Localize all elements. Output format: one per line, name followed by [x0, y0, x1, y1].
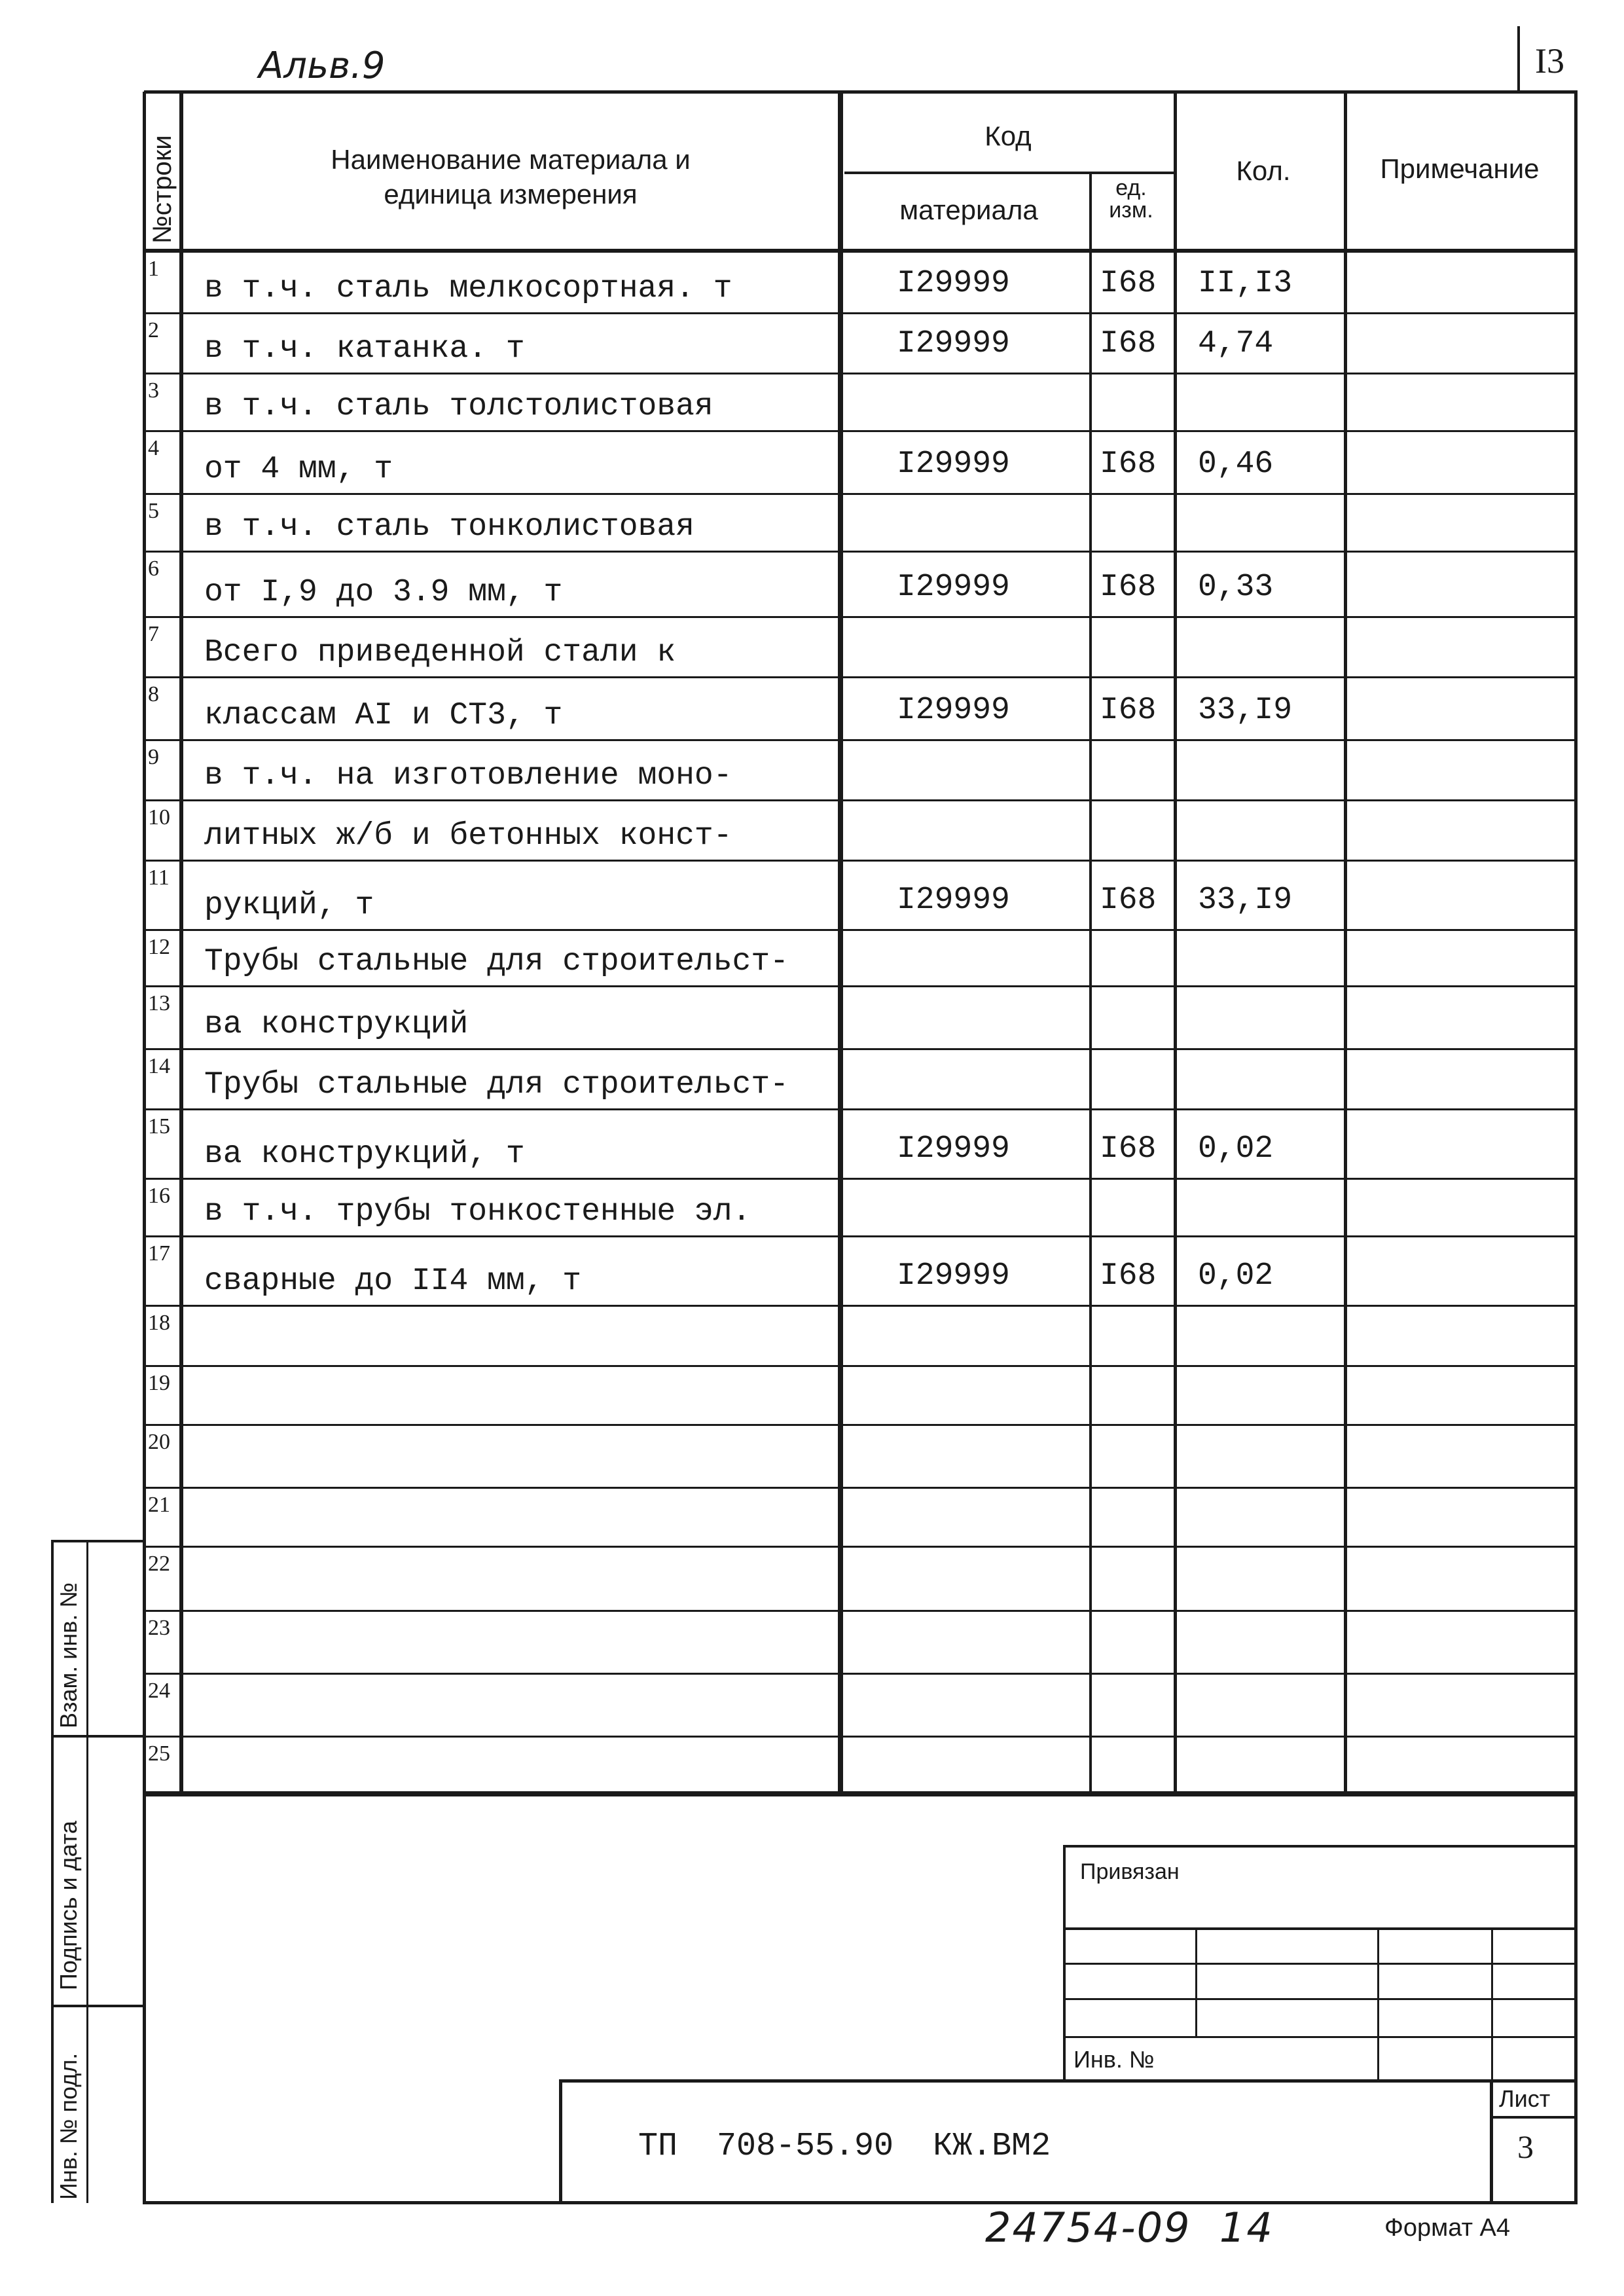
row-name: от I,9 до 3.9 мм, т — [204, 575, 563, 610]
side-split1 — [51, 1540, 146, 1542]
row-divider — [144, 1305, 1578, 1307]
row-number: 15 — [148, 1114, 170, 1139]
title-block-top — [560, 2079, 1578, 2083]
row-qty: 0,46 — [1198, 446, 1274, 482]
col-name-header: Наименование материала и единица измерения — [331, 144, 691, 210]
row-unit: I68 — [1100, 446, 1157, 482]
row-number: 24 — [148, 1679, 170, 1703]
frame-left — [143, 92, 146, 2204]
row-number: 18 — [148, 1311, 170, 1335]
row-divider — [144, 1673, 1578, 1675]
row-qty: 4,74 — [1198, 326, 1274, 361]
row-name: ва конструкций — [204, 1007, 469, 1042]
row-number: 11 — [148, 866, 170, 890]
vline-unit-qty — [1174, 92, 1177, 1794]
row-divider — [144, 1795, 1578, 1796]
side-podpis: Подпись и дата — [55, 1821, 82, 1990]
row-unit: I68 — [1100, 883, 1157, 918]
row-code: I29999 — [897, 570, 1010, 605]
row-number: 8 — [148, 682, 159, 706]
row-number: 6 — [148, 556, 159, 581]
row-code: I29999 — [897, 446, 1010, 482]
row-number: 5 — [148, 499, 159, 523]
row-divider — [144, 1610, 1578, 1612]
side-inner — [86, 1542, 88, 2203]
top-page-number: I3 — [1535, 41, 1564, 81]
row-number: 2 — [148, 318, 159, 342]
row-name: от 4 мм, т — [204, 452, 393, 487]
row-name: в т.ч. трубы тонкостенные эл. — [204, 1194, 751, 1230]
row-number: 21 — [148, 1493, 170, 1517]
row-number: 17 — [148, 1241, 170, 1266]
row-number: 14 — [148, 1054, 170, 1078]
stamp-line1 — [1063, 1927, 1578, 1930]
row-number: 4 — [148, 436, 159, 460]
stamp-privyazan: Привязан — [1080, 1859, 1180, 1884]
col-qty-header: Кол. — [1236, 155, 1291, 186]
row-divider — [144, 1546, 1578, 1548]
row-divider — [144, 1178, 1578, 1180]
col-code-header: Код — [984, 120, 1032, 151]
row-unit: I68 — [1100, 570, 1157, 605]
row-divider — [144, 1487, 1578, 1489]
row-name: Всего приведенной стали к — [204, 635, 676, 670]
footer-number: 24754-09 14 — [985, 2204, 1274, 2251]
row-divider — [144, 1424, 1578, 1426]
frame-top — [144, 90, 1578, 94]
row-divider — [144, 1736, 1578, 1738]
row-name: ва конструкций, т — [204, 1137, 525, 1172]
stamp-v1 — [1195, 1929, 1197, 2037]
row-name: рукций, т — [204, 888, 374, 923]
row-number: 25 — [148, 1741, 170, 1766]
top-page-divider — [1517, 26, 1520, 92]
row-qty: 0,02 — [1198, 1131, 1274, 1167]
row-divider — [144, 1108, 1578, 1110]
row-code: I29999 — [897, 266, 1010, 301]
row-unit: I68 — [1100, 266, 1157, 301]
row-divider — [144, 493, 1578, 495]
row-qty: II,I3 — [1198, 266, 1293, 301]
sheet-label: Лист — [1499, 2085, 1551, 2112]
frame-bottom — [143, 2201, 1578, 2204]
vline-code-unit — [1089, 172, 1092, 1794]
stamp-v3 — [1491, 1929, 1493, 2082]
row-number: 23 — [148, 1616, 170, 1640]
stamp-top — [1063, 1845, 1578, 1848]
row-number: 12 — [148, 935, 170, 959]
row-code: I29999 — [897, 693, 1010, 728]
header-code-split — [844, 172, 1175, 174]
row-divider — [144, 860, 1578, 862]
row-name: в т.ч. сталь мелкосортная. т — [204, 271, 732, 306]
stamp-v2 — [1377, 1929, 1379, 2082]
col-note-header: Примечание — [1380, 153, 1540, 184]
row-name: в т.ч. сталь тонколистовая — [204, 509, 695, 545]
vline-rownum — [179, 92, 183, 1794]
row-unit: I68 — [1100, 693, 1157, 728]
row-number: 22 — [148, 1552, 170, 1576]
row-number: 10 — [148, 805, 170, 829]
frame-right — [1574, 92, 1578, 2204]
row-number: 3 — [148, 378, 159, 403]
row-number: 19 — [148, 1371, 170, 1395]
row-qty: 33,I9 — [1198, 693, 1293, 728]
format-label: Формат А4 — [1384, 2214, 1511, 2242]
row-name: в т.ч. на изготовление моно- — [204, 758, 732, 793]
row-code: I29999 — [897, 883, 1010, 918]
row-divider — [144, 312, 1578, 314]
stamp-line4 — [1063, 2036, 1578, 2038]
row-divider — [144, 616, 1578, 618]
stamp-line3 — [1063, 1998, 1578, 2000]
row-name: в т.ч. сталь толстолистовая — [204, 389, 713, 424]
row-qty: 33,I9 — [1198, 883, 1293, 918]
row-name: литных ж/б и бетонных конст- — [204, 818, 732, 854]
side-vzam: Взам. инв. № — [55, 1582, 82, 1728]
header-bottom — [144, 249, 1578, 253]
row-number: 13 — [148, 991, 170, 1015]
row-name: классам АI и СТ3, т — [204, 698, 563, 733]
stamp-line2 — [1063, 1963, 1578, 1965]
side-left — [51, 1542, 54, 2203]
row-name: Трубы стальные для строительст- — [204, 1067, 789, 1102]
row-qty: 0,02 — [1198, 1258, 1274, 1294]
title-block-sheet-h — [1491, 2116, 1578, 2119]
row-unit: I68 — [1100, 326, 1157, 361]
row-unit: I68 — [1100, 1258, 1157, 1294]
vline-qty-note — [1344, 92, 1347, 1794]
row-code: I29999 — [897, 1131, 1010, 1167]
row-code: I29999 — [897, 1258, 1010, 1294]
row-divider — [144, 739, 1578, 741]
side-split3 — [51, 2005, 146, 2007]
col-code-material-header: материала — [899, 194, 1038, 225]
row-name: сварные до II4 мм, т — [204, 1264, 582, 1299]
row-divider — [144, 929, 1578, 931]
row-number: 9 — [148, 745, 159, 769]
title-block-left — [559, 2079, 562, 2204]
side-inv-podl: Инв. № подл. — [55, 2052, 82, 2200]
col-rownum-header: №строки — [148, 135, 177, 244]
row-divider — [144, 985, 1578, 987]
row-number: 20 — [148, 1430, 170, 1454]
row-divider — [144, 373, 1578, 374]
stamp-inv-no: Инв. № — [1074, 2046, 1155, 2073]
row-divider — [144, 1235, 1578, 1237]
vline-name — [838, 92, 843, 1794]
side-split2 — [51, 1735, 146, 1738]
row-divider — [144, 799, 1578, 801]
row-qty: 0,33 — [1198, 570, 1274, 605]
document-code: ТП 708-55.90 КЖ.ВМ2 — [638, 2128, 1051, 2165]
row-number: 16 — [148, 1184, 170, 1208]
row-divider — [144, 430, 1578, 432]
row-number: 1 — [148, 257, 159, 281]
row-divider — [144, 676, 1578, 678]
col-code-unit-header: ед. изм. — [1109, 175, 1153, 223]
row-divider — [144, 551, 1578, 553]
sheet-number: 3 — [1517, 2128, 1534, 2165]
title-block-sheet-v — [1490, 2079, 1493, 2204]
row-name: Трубы стальные для строительст- — [204, 944, 789, 979]
row-name: в т.ч. катанка. т — [204, 331, 525, 367]
row-divider — [144, 1048, 1578, 1050]
row-number: 7 — [148, 622, 159, 646]
album-label: Альв.9 — [259, 45, 386, 87]
row-divider — [144, 1365, 1578, 1367]
row-unit: I68 — [1100, 1131, 1157, 1167]
row-code: I29999 — [897, 326, 1010, 361]
